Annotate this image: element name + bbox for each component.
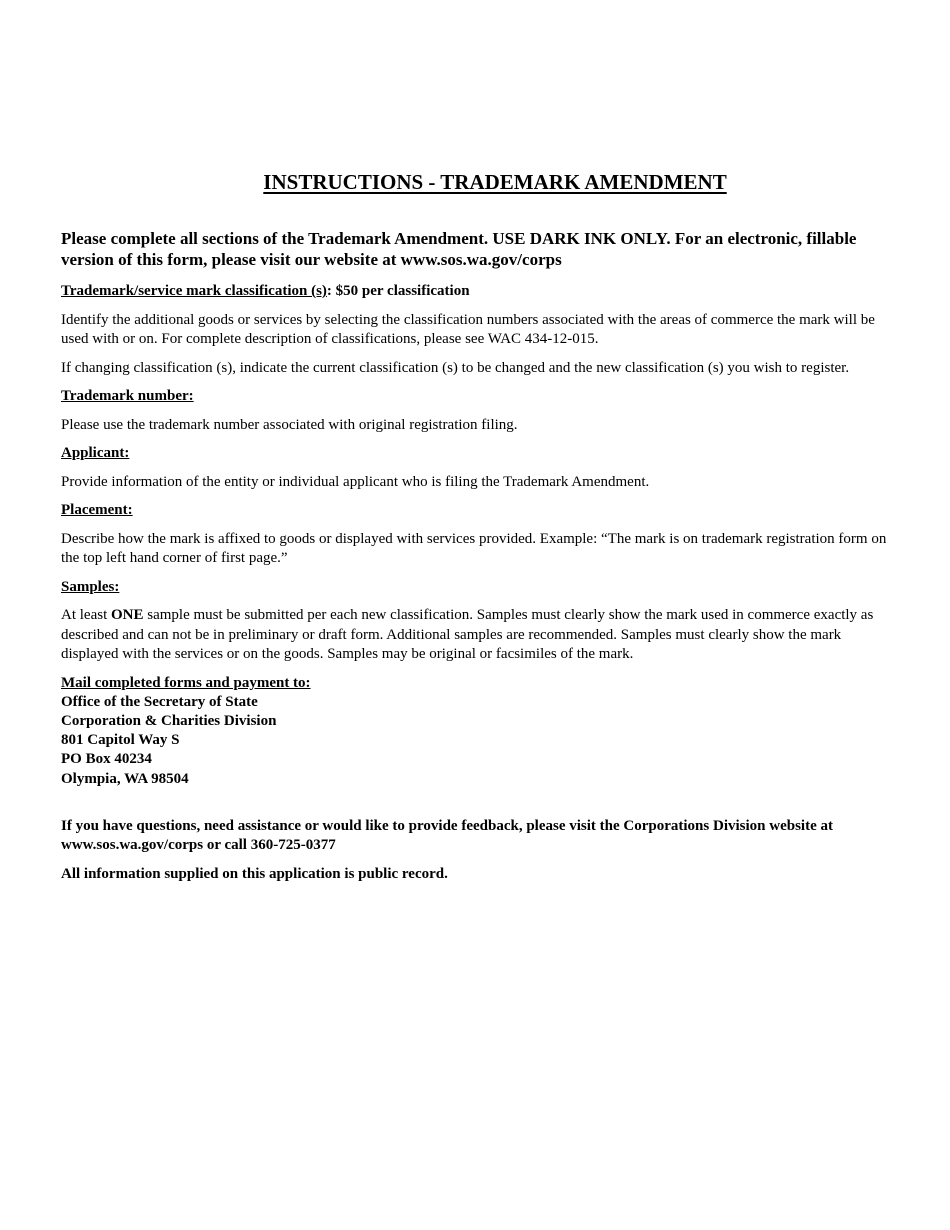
samples-paragraph-emphasis: ONE: [111, 607, 144, 623]
samples-heading: Samples:: [61, 578, 120, 595]
applicant-heading: Applicant:: [61, 445, 130, 461]
classification-heading-label: Trademark/service mark classification (s): [61, 283, 327, 299]
mailing-address: [61, 674, 891, 789]
section-spacer: [61, 789, 891, 817]
applicant-paragraph: Provide information of the entity or individual applicant who is filing the Trademark Amendment.: [61, 473, 650, 490]
classification-fee: : $50 per classification: [326, 283, 470, 299]
address-line-office: Office of the Secretary of State: [61, 693, 258, 710]
intro-instructions: Please complete all sections of the Trademark Amendment. USE DARK INK ONLY. For an electronic, fillable version of this form, please visit our website at www.sos.wa.gov/corps: [61, 229, 857, 269]
questions-note: If you have questions, need assistance or would like to provide feedback, please visit the Corporations Division website at www.sos.wa.gov/corps or call 360-725-0377: [61, 817, 833, 854]
page-title: INSTRUCTIONS - TRADEMARK AMENDMENT: [263, 170, 727, 194]
instructions-body: [61, 282, 891, 893]
classification-paragraph-2: If changing classification (s), indicate the current classification (s) to be changed and the new classification (s) you wish to register.: [61, 359, 850, 376]
samples-paragraph-prefix: At least: [61, 607, 111, 623]
address-line-division: Corporation & Charities Division: [61, 712, 277, 729]
classification-paragraph-1: Identify the additional goods or services by selecting the classification numbers associated with the areas of commerce the mark will be used with or on. For complete description of classifications, please see WAC 434-12-015.: [61, 311, 875, 347]
address-line-city: Olympia, WA 98504: [61, 770, 189, 787]
samples-paragraph: [61, 606, 891, 665]
placement-paragraph: Describe how the mark is affixed to goods or displayed with services provided. Example: “The mark is on trademark registration form on the top left hand corner of first page.”: [61, 530, 887, 566]
address-line-street: 801 Capitol Way S: [61, 732, 180, 749]
trademark-number-paragraph: Please use the trademark number associated with original registration filing.: [61, 416, 518, 433]
classification-heading: [61, 282, 891, 302]
public-record-note: All information supplied on this application is public record.: [61, 865, 448, 882]
trademark-number-heading: Trademark number:: [61, 388, 194, 404]
placement-heading: Placement:: [61, 502, 133, 518]
samples-paragraph-rest: sample must be submitted per each new classification. Samples must clearly show the mark used in commerce exactly as described and can not be in preliminary or draft form. Additional samples are recommended. Samples must clearly show the mark displayed with the services or on the goods. Samples may be original or facsimiles of the mark.: [61, 607, 874, 662]
address-line-po-box: PO Box 40234: [61, 751, 152, 768]
mail-heading: Mail completed forms and payment to:: [61, 674, 311, 691]
